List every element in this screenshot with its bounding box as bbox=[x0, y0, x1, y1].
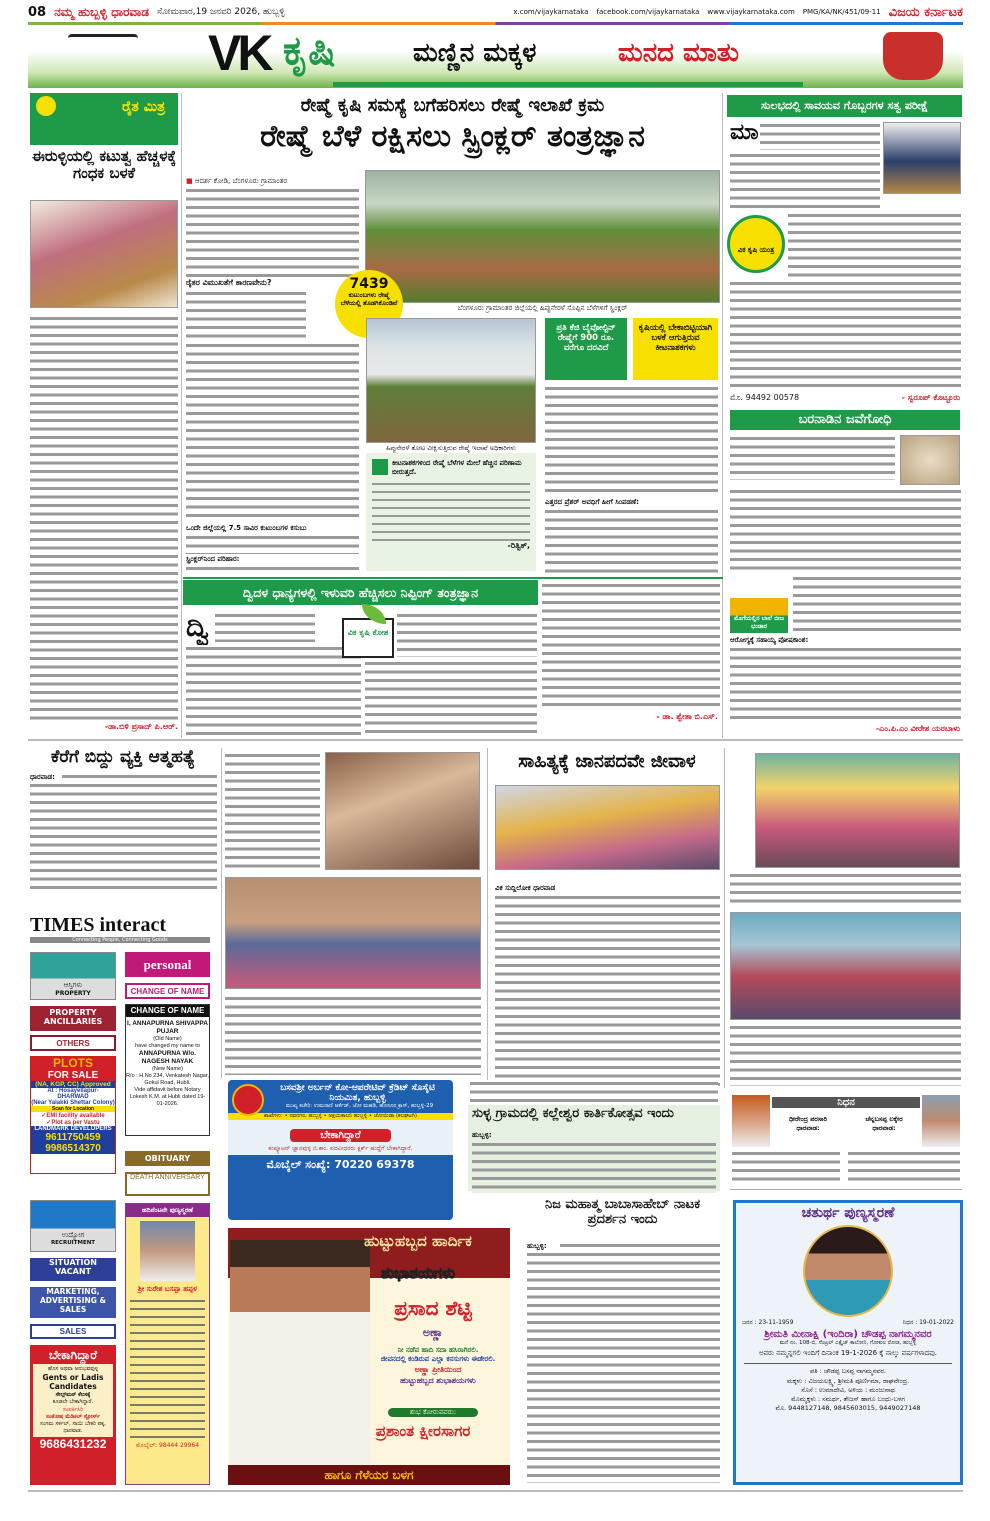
plots-ad bbox=[30, 1056, 116, 1174]
memorial-portrait bbox=[140, 1221, 195, 1281]
vk-logo: VK bbox=[208, 26, 270, 81]
banner-tagline-red: ಮನದ ಮಾತು bbox=[618, 38, 739, 68]
punya-family: ಮಕ್ಕಳು : ವಿಜಯಲಕ್ಷ್ಮಿ, ಶ್ರೀಮತಿ ಪೂರ್ಣಿಮಾ, ರಾಘವೇಂದ್ರ. bbox=[786, 1376, 910, 1385]
nipping-body-col1 bbox=[215, 612, 315, 642]
dateline-2: ವಿಕ ಸುದ್ದಿಲೋಕ ಧಾರವಾಡ bbox=[495, 884, 556, 892]
notice-line: have changed my name to bbox=[135, 1043, 200, 1050]
plots-approved: (NA, KGP, CC) Approved bbox=[31, 1081, 115, 1088]
wheat-grain-photo bbox=[900, 435, 960, 485]
punya-death: ನಿಧನ : 19-01-2022 bbox=[902, 1319, 954, 1326]
notice-new-name: ANNAPURNA W/o. NAGESH NAYAK bbox=[138, 1050, 197, 1066]
brand-text: TIMES interact bbox=[30, 914, 167, 936]
sprinkler-field-photo bbox=[365, 170, 720, 303]
memorial-header: ಹದಿನೆಂಟನೇ ಪುಣ್ಯಸ್ಮರಣೆ bbox=[126, 1204, 209, 1217]
x-link[interactable]: x.com/vijaykarnataka bbox=[513, 8, 589, 16]
memorial-body bbox=[130, 1298, 205, 1438]
punya-birth: ಜನನ : 23-11-1959 bbox=[742, 1319, 794, 1326]
obit-body-1 bbox=[732, 1150, 840, 1185]
paper-logo: ವಿಜಯ ಕರ್ನಾಟಕ bbox=[888, 4, 963, 20]
nipping-author: - ಡಾ. ಶ್ವೇತಾ ಬಿ.ಎಸ್. bbox=[656, 712, 718, 721]
school-event-photo bbox=[730, 912, 961, 1020]
lake-death-headline: ಕೆರೆಗೆ ಬಿದ್ದು ವ್ಯಕ್ತಿ ಆತ್ಮಹತ್ಯೆ bbox=[50, 747, 195, 767]
plots-vastu: ✓Plot as per Vastu bbox=[46, 1120, 100, 1126]
nipping-headline: ದ್ವಿದಳ ಧಾನ್ಯಗಳಲ್ಲಿ ಇಳುವರಿ ಹೆಚ್ಚಿಸಲು ನಿಪ್ಪಿಂಗ್ ತಂತ್ರಜ್ಞಾನ bbox=[183, 580, 538, 605]
folk-body-continued bbox=[470, 1080, 718, 1104]
main-body-col3 bbox=[545, 385, 718, 497]
sales-category[interactable]: SALES bbox=[30, 1324, 116, 1339]
main-body-col1c bbox=[186, 342, 359, 522]
info-box-body bbox=[372, 481, 530, 541]
wanted-candidates: Gents or Ladis Candidates bbox=[42, 1372, 104, 1392]
kartikotsava-body bbox=[472, 1141, 716, 1193]
banner-tagline: ಮಣ್ಣಿನ ಮಕ್ಕಳ bbox=[413, 38, 537, 68]
dateline-3: ಹುಬ್ಬಳ್ಳಿ: bbox=[472, 1130, 492, 1139]
notice-line: (Old Name) bbox=[153, 1036, 182, 1043]
column-divider bbox=[181, 93, 182, 738]
lake-death-body-b bbox=[30, 782, 217, 890]
plots-subtitle: FOR SALE bbox=[31, 1070, 115, 1081]
bank-phone: ಮೊಬೈಲ್ ಸಂಖ್ಯೆ: 70220 69378 bbox=[266, 1158, 415, 1171]
photo1-caption: ಬೆಂಗಳೂರು ಗ್ರಾಮಾಂತರ ಜಿಲ್ಲೆಯಲ್ಲಿ ಹಿಪ್ಪುನೇರಳೆ ಸೊಪ್ಪಿನ ಬೆಳೆಗಳಿಗೆ ಸ್ಪ್ರಿಂಕ್ಲರ್ bbox=[457, 304, 628, 312]
plots-phone-1: 9611750459 bbox=[31, 1132, 115, 1143]
info-box-icon bbox=[372, 459, 388, 475]
folk-body bbox=[495, 894, 720, 1086]
wanted-shop: ಸಂತೋಷ ಮೆಡಿಕಲ್ ಸ್ಟೋರ್ಸ್ bbox=[45, 1413, 101, 1420]
bday-line: ನೀ ನಡೆವ ಹಾದಿ ಸದಾ ಹಸಿರಾಗಿರಲಿ. bbox=[397, 1346, 479, 1354]
property-ancillaries-category[interactable]: PROPERTY ANCILLARIES bbox=[30, 1006, 116, 1031]
punya-family: ಸೊಸೆ : ಉಮಾದೇವಿ, ಅಳಿಯ : ಮಂಜುನಾಥ bbox=[801, 1385, 895, 1394]
main-headline: ರೇಷ್ಮೆ ಬೆಳೆ ರಕ್ಷಿಸಲು ಸ್ಪ್ರಿಂಕ್ಲರ್ ತಂತ್ರಜ್ಞಾನ bbox=[260, 119, 645, 154]
drone-icon bbox=[68, 34, 138, 64]
bank-body: ಕಂಪ್ಯೂಟರ್ ಜ್ಞಾನವುಳ್ಳ ಬಿ.ಕಾಂ. ಪದವೀಧರರು ಕ್ಲರ್ಕ್ ಹುದ್ದೆಗೆ ಬೇಕಾಗಿದ್ದಾರೆ. bbox=[268, 1145, 413, 1152]
krishi-kosha-logo: ವಿಕ ಕೃಷಿ ಕೋಶ bbox=[342, 618, 394, 658]
left-author: -ಡಾ.ಬಿಳಿ ಪ್ರಸಾದ್ ಪಿ.ಆರ್. bbox=[104, 722, 178, 731]
memorial-phone: ಮೊಬೈಲ್: 98444 29964 bbox=[135, 1442, 200, 1449]
bday-line: ಹುಟ್ಟುಹಬ್ಬದ ಶುಭಾಶಯಗಳು bbox=[400, 1375, 476, 1385]
right-body-1c bbox=[788, 212, 961, 277]
drop-cap: ಮಾ bbox=[730, 120, 759, 145]
right-body-1 bbox=[760, 122, 880, 150]
name-change-notice bbox=[125, 1004, 210, 1136]
info-box-author: -ರಿತ್ವಿಕ್, bbox=[507, 541, 530, 550]
bank-emblem-icon bbox=[232, 1084, 264, 1116]
property-category[interactable] bbox=[30, 952, 116, 1000]
plots-near: (Near Yalakki Shettar Colony) bbox=[31, 1100, 115, 1106]
seed-bank-logo: ಮೊಗೆಯಲ್ಲಿನ ಬಾಲೆ ಬೀಜ ಭಂಡಾರ bbox=[730, 575, 788, 633]
kartikotsava-headline: ಸುಳ್ಳ ಗ್ರಾಮದಲ್ಲಿ ಕಲ್ಲೇಶ್ವರ ಕಾರ್ತಿಕೋತ್ಸವ ಇಂದು bbox=[472, 1106, 674, 1121]
wanted-header: ಬೇಕಾಗಿದ್ದಾರೆ bbox=[48, 1348, 98, 1362]
right-header-2: ಬರನಾಡಿನ ಜವೆಗೋಧಿ bbox=[730, 410, 960, 430]
drop-cap-dvi: ದ್ವಿ bbox=[186, 610, 210, 643]
wanted-line: ಕೂಡಲೇ ಬೇಕಾಗಿದ್ದಾರೆ. bbox=[52, 1399, 94, 1406]
main-subhead-3: ಸ್ಪ್ರಿಂಕ್ಲರ್‌ನಿಂದ ಪರಿಹಾರ: bbox=[186, 555, 240, 563]
wanted-phone: 9686431232 bbox=[39, 1437, 107, 1452]
portrait-photo bbox=[803, 1225, 893, 1317]
plots-emi: ✓EMI facility available bbox=[41, 1113, 105, 1119]
section-rule bbox=[28, 739, 963, 741]
plots-location: At : Hosayellapur- DHARWAD bbox=[47, 1088, 99, 1100]
info-box-text: ಕೀಟನಾಶಕಗಳಿಂದ ರೇಷ್ಮೆ ಬೆಳೆಗಳ ಮೇಲೆ ಹೆಚ್ಚಿನ ಪರಿಣಾಮ ಬೀರುತ್ತದೆ. bbox=[392, 459, 522, 476]
bank-address: ಮುಖ್ಯ ಕಚೇರಿ: ಉಮರಾಣಿ ಆರ್ಕೆಡ್, ಜೋ ಮಹಡಿ, ಹೊಸೂರ ಕ್ರಾಸ್, ಹುಬ್ಬಳ್ಳಿ-29 bbox=[285, 1103, 434, 1109]
punya-family: ಮೊಮ್ಮಕ್ಕಳು : ಸಮರ್ಥ, ತೇಜಸ್ ಹಾಗೂ ಬಂಧು-ಬಳಗ bbox=[791, 1394, 905, 1403]
main-body-col1d bbox=[186, 534, 359, 554]
facebook-link[interactable]: facebook.com/vijaykarnataka bbox=[596, 8, 700, 16]
right-header-1: ಸುಲಭದಲ್ಲಿ ಸಾವಯವ ಗೊಬ್ಬರಗಳ ಸತ್ವ ಪರೀಕ್ಷೆ bbox=[727, 95, 962, 117]
main-body-col1 bbox=[186, 187, 359, 277]
recruitment-kn: ಉದ್ಯೋಗ bbox=[61, 1231, 85, 1239]
obituary-header: ನಿಧನ bbox=[772, 1097, 920, 1108]
main-subhead: ರೈತರ ವಿಮುಖತೆಗೆ ಕಾರಣವೇನು? bbox=[186, 278, 272, 287]
column-divider bbox=[221, 748, 222, 1078]
info-box bbox=[366, 453, 536, 571]
right-phone: ಮೊ. 94492 00578 bbox=[730, 393, 800, 402]
krishi-logo: ಕೃಷಿ bbox=[283, 28, 336, 74]
play-headline: ನಿಜ ಮಹಾತ್ಮ ಬಾಬಾಸಾಹೇಬ್ ನಾಟಕ ಪ್ರದರ್ಶನ ಇಂದು bbox=[544, 1197, 701, 1227]
bday-title: ಹುಟ್ಟುಹಬ್ಬದ ಹಾರ್ದಿಕ bbox=[364, 1232, 472, 1250]
right-author-1: - ಸ್ವರೂಪ್ ಕೊಟ್ಟೂರು bbox=[901, 393, 960, 402]
nipping-body-col2 bbox=[397, 612, 537, 657]
meeting-photo bbox=[325, 752, 480, 870]
marketing-category[interactable]: MARKETING, ADVERTISING & SALES bbox=[30, 1287, 116, 1318]
officials-field-photo bbox=[366, 318, 536, 443]
bday-name: ಪ್ರಸಾದ ಶೆಟ್ಟಿ bbox=[394, 1296, 472, 1320]
plots-scan: Scan for Location bbox=[31, 1106, 115, 1112]
page-bottom-rule bbox=[28, 1490, 963, 1492]
recruitment-label: RECRUITMENT bbox=[50, 1240, 96, 1246]
masthead bbox=[28, 2, 963, 22]
notice-old-name: I, ANNAPURNA SHIVAPPA PUJAR bbox=[127, 1020, 208, 1036]
color-rule bbox=[28, 22, 963, 25]
left-headline: ಈರುಳ್ಳಿಯಲ್ಲಿ ಕಟುತ್ವ ಹೆಚ್ಚಳಕ್ಕೆ ಗಂಧಕ ಬಳಕೆ bbox=[31, 147, 177, 183]
death-anniversary-category[interactable]: DEATH ANNIVERSARY bbox=[125, 1172, 210, 1196]
kartikotsava-box bbox=[468, 1105, 720, 1191]
nipping-body-col3 bbox=[542, 582, 720, 710]
main-byline: ■ ಆದರ್ಶ ಕೋಡಿ, ಬೆಂಗಳೂರು ಗ್ರಾಮಾಂತರ bbox=[186, 177, 288, 185]
punya-address: ಮನೆ ನಂ. 108-ಬಿ, ಸೆಂಟ್ರಲ್ ಎಕ್ಸೈಜ್ ಕಾಲೋನಿ, ಗೋಕುಲ ರೋಡ, ಹುಬ್ಬಳ್ಳಿ bbox=[779, 1340, 917, 1346]
punya-title: ಚತುರ್ಥ ಪುಣ್ಯಸ್ಮರಣೆ bbox=[801, 1205, 895, 1221]
death-anniversary-ad bbox=[733, 1200, 963, 1485]
nipping-body-col2b bbox=[365, 660, 537, 735]
obit-name-2: ಚೆನ್ನಬಸಪ್ಪ ಲಕ್ಕೇರ bbox=[865, 1115, 903, 1123]
right-author-2: -ಎಂ.ಪಿ.ಎಂ ವೀರೇಶ ಯರಬಾಳು bbox=[875, 724, 960, 733]
bday-line: ಜೀವನದಲ್ಲಿ ಕಂಡಿರುವ ಎಲ್ಲಾ ಕನಸುಗಳು ಈಡೇರಲಿ. bbox=[380, 1355, 496, 1364]
website-link[interactable]: www.vijaykarnataka.com bbox=[707, 8, 795, 16]
obit-place-1: ಧಾರವಾಡ: bbox=[796, 1124, 820, 1132]
bank-name: ಬಸವಶ್ರೀ ಅರ್ಬನ್ ಕೋ-ಆಪರೇಟಿವ್ ಕ್ರೆಡಿಟ್ ಸೊಸೈಟಿ ನಿಯಮಿತ, ಹುಬ್ಬಳ್ಳಿ bbox=[280, 1083, 435, 1103]
memorial-ad bbox=[125, 1203, 210, 1485]
wanted-line: ಸಂಪರ್ಕಿಸಿರಿ bbox=[62, 1406, 84, 1413]
dateline-1: ಧಾರವಾಡ: bbox=[30, 773, 55, 781]
raitha-mitra-logo: ರೈತ ಮಿತ್ರ bbox=[30, 93, 178, 145]
tractor-icon bbox=[883, 32, 943, 80]
page-number: 08 bbox=[28, 4, 47, 20]
birthday-ad bbox=[228, 1228, 510, 1485]
main-body-col1b bbox=[186, 290, 306, 340]
memorial-name: ಶ್ರೀ ಸುರೇಶ ಬಸಪ್ಪಾ ಹಪ್ಪಳ bbox=[138, 1285, 197, 1293]
krishi-yantra-logo: ವಿಕ ಕೃಷಿ ಯಂತ್ರ bbox=[727, 215, 785, 273]
banner-green-bar bbox=[333, 82, 803, 87]
notice-line: (New Name) bbox=[152, 1066, 183, 1073]
change-of-name-category[interactable]: CHANGE OF NAME bbox=[125, 983, 210, 999]
farmer-ox-icon bbox=[36, 96, 56, 116]
bank-branches: ಶಾಖೆಗಳು: • ನವನಗರ, ಹುಬ್ಬಳ್ಳಿ • ಅಕ್ಷಯಕಾಲನಿ ಹುಬ್ಬಳ್ಳಿ • ಜೋಯಿಡಾ (ಕಲಘಟಗಿ) bbox=[228, 1113, 453, 1120]
personal-category[interactable]: personal bbox=[125, 952, 210, 977]
obit-place-2: ಧಾರವಾಡ: bbox=[872, 1124, 896, 1132]
award-ceremony-photo bbox=[225, 877, 481, 989]
date: ಸೋಮವಾರ,19 ಜನವರಿ 2026, ಹುಬ್ಬಳ್ಳಿ bbox=[157, 7, 285, 17]
play-body-b bbox=[527, 1251, 720, 1483]
right-body-2 bbox=[730, 435, 895, 480]
onion-photo bbox=[30, 200, 178, 308]
punya-name: ಶ್ರೀಮತಿ ಮೀನಾಕ್ಷಿ (ಇಂದಿರಾ) ಚೌಡಪ್ಪ ನಾಗಮ್ಮನವರ bbox=[764, 1329, 932, 1340]
plots-developer: LANDMARK DEVELOPERS bbox=[31, 1126, 115, 1132]
obit-body-2 bbox=[848, 1150, 960, 1185]
property-label: PROPERTY bbox=[55, 990, 91, 997]
main-kicker: ರೇಷ್ಮೆ ಕೃಷಿ ಸಮಸ್ಯೆ ಬಗೆಹರಿಸಲು ರೇಷ್ಮೆ ಇಲಾಖೆ ಕ್ರಮ bbox=[300, 95, 605, 116]
sankranti-photo bbox=[755, 753, 960, 868]
price-box: ಪ್ರತಿ ಕೆಜಿ ಬೈವೋಲ್ಟಿನ್ ರೇಷ್ಮೆಗೆ 900 ರೂ. ವರೆಗೂ ದರವಿದೆ bbox=[545, 318, 627, 380]
bday-friends: ಹಾಗೂ ಗೆಳೆಯರ ಬಳಗ bbox=[228, 1465, 510, 1485]
punya-phone: ಮೊ. 9448127148, 9845603015, 9449027148 bbox=[775, 1403, 921, 1412]
pesticide-box: ಕೃಷಿಯಲ್ಲಿ ಬೇಕಾಬಿಟ್ಟಿಯಾಗಿ ಬಳಕೆ ಆಗುತ್ತಿರುವ ಕೀಟನಾಶಕಗಳು bbox=[633, 318, 718, 380]
right-subhead: ಆರೋಗ್ಯಕ್ಕೆ ಸಹಾಯ್ಯ ಪೋಷಕಾಂಶ: bbox=[730, 636, 809, 644]
bday-anna: ಅಣ್ಣಾ bbox=[422, 1326, 444, 1339]
sankranti-body bbox=[730, 872, 961, 907]
meeting-body bbox=[225, 752, 320, 872]
bday-from: ಪ್ರಶಾಂತ ಕ್ಷೀರಸಾಗರ bbox=[375, 1422, 471, 1440]
plots-title: PLOTS bbox=[31, 1057, 115, 1070]
wanted-line: ಸೇಲ್ಸ್‌ಮನ್ ಕೆಲಸಕ್ಕೆ bbox=[55, 1392, 91, 1399]
times-interact-logo bbox=[30, 914, 210, 946]
right-body-2c bbox=[793, 575, 961, 633]
others-category[interactable]: OTHERS bbox=[30, 1035, 116, 1051]
recruitment-category[interactable] bbox=[30, 1200, 116, 1252]
bday-subtitle: ಶುಭಾಶಯಗಳು bbox=[381, 1264, 455, 1282]
obituary-category[interactable]: OBITUARY bbox=[125, 1151, 210, 1166]
main-subhead-4: ಎತ್ತರದ ಪ್ರೆಶರ್ ಅವಧಿಗೆ ಹೀಗೆ ಸಿಂಪಡಣೆ: bbox=[545, 498, 639, 506]
obituary-box bbox=[730, 1095, 962, 1190]
main-body-col3b bbox=[545, 508, 718, 574]
bday-wishers: ಶುಭ ಕೋರುವವರು: bbox=[388, 1408, 478, 1417]
right-body-1d bbox=[730, 280, 961, 390]
right-body-2b bbox=[730, 488, 961, 570]
right-body-1b bbox=[730, 152, 880, 212]
column-divider bbox=[722, 93, 723, 738]
bank-recruitment-ad bbox=[228, 1080, 453, 1220]
award-body bbox=[225, 995, 481, 1075]
photo2-caption: ಹಿಪ್ಪುನೇರಳೆ ತೋಟ ವೀಕ್ಷಿಸುತ್ತಿರುವ ರೇಷ್ಮೆ ಇಲಾಖೆ ಅಧಿಕಾರಿಗಳು bbox=[386, 444, 516, 452]
main-subhead-2: ಒಂದೇ ಜಿಲ್ಲೆಯಲ್ಲಿ 7.5 ಸಾವಿರ ಕುಟುಂಬಗಳ ಕಸುಬು bbox=[186, 524, 307, 532]
nipping-body-col1b bbox=[186, 645, 361, 735]
compost-cups-photo bbox=[883, 122, 961, 194]
bday-line: ಅಣ್ಣಾ ಪ್ರೀತಿಯಿಂದ bbox=[414, 1364, 462, 1374]
plots-phone-2: 9986514370 bbox=[31, 1143, 115, 1154]
property-kn: ಆಸ್ತಿಗಳು bbox=[63, 981, 83, 989]
wanted-address: ಸಂಗಮ ಸರ್ಕಲ್, ಸಾಯಿ ಬೇಕರಿ ಪಕ್ಕ, ಧಾರವಾಡ. bbox=[40, 1420, 106, 1434]
left-article-body bbox=[30, 315, 178, 720]
byline-text: ಆದರ್ಶ ಕೋಡಿ, ಬೆಂಗಳೂರು ಗ್ರಾಮಾಂತರ bbox=[194, 177, 288, 185]
obit-photo-1 bbox=[732, 1095, 770, 1147]
dateline-4: ಹುಬ್ಬಳ್ಳಿ: bbox=[527, 1242, 547, 1250]
krishi-banner bbox=[28, 26, 963, 88]
reg-number: PMG/KA/NK/451/09-11 bbox=[802, 8, 881, 16]
edition-name: ನಮ್ಮ ಹುಬ್ಬಳ್ಳಿ ಧಾರವಾಡ bbox=[54, 4, 150, 19]
situation-vacant-category[interactable]: SITUATION VACANT bbox=[30, 1258, 116, 1281]
column-divider bbox=[487, 748, 488, 1088]
section-rule bbox=[183, 577, 723, 579]
punya-body: ಅವರು ನಮ್ಮನ್ನಗಲಿ ಇಂದಿಗೆ ದಿನಾಂಕ 19-1-2026 ಕ್ಕೆ ನಾಲ್ಕು ವರ್ಷಗಳಾದವು. bbox=[758, 1349, 938, 1357]
right-body-2d bbox=[730, 646, 961, 722]
stat-number: 7439 bbox=[349, 276, 389, 292]
notice-header: CHANGE OF NAME bbox=[126, 1005, 209, 1017]
main-body-col1e bbox=[186, 565, 359, 575]
punya-family: ಪತಿ : ಚೌಡಪ್ಪ ಬಸಪ್ಪ ನಾಗಮ್ಮನವರ. bbox=[809, 1367, 887, 1376]
school-event-body bbox=[730, 1024, 961, 1086]
folk-event-photo bbox=[495, 785, 720, 870]
folk-literature-headline: ಸಾಹಿತ್ಯಕ್ಕೆ ಜಾನಪದವೇ ಜೀವಾಳ bbox=[518, 751, 696, 772]
column-divider bbox=[724, 748, 725, 1088]
brand-tagline: Connecting People, Connecting Goods bbox=[30, 937, 210, 943]
wanted-ad bbox=[30, 1345, 116, 1485]
notice-address: R/o : H.No 234, Venkatesh Nagar, Gokul Road, Hubli. bbox=[126, 1073, 209, 1086]
bank-wanted: ಬೇಕಾಗಿದ್ದಾರೆ bbox=[290, 1129, 390, 1142]
play-body bbox=[560, 1242, 720, 1250]
wanted-line: ಹೊಸ ಅಥವಾ ಅನುಭವವುಳ್ಳ bbox=[47, 1365, 99, 1372]
obit-photo-2 bbox=[922, 1095, 960, 1147]
stat-text: ಕುಟುಂಬಗಳು ರೇಷ್ಮೆ ಬೆಳೆಯಲ್ಲಿ ತೊಡಗಿಕೊಂಡಿವೆ bbox=[340, 291, 398, 307]
obit-name-1: ಧೀರೇಂದ್ರ ಪರಸಾರಿ bbox=[788, 1115, 828, 1123]
lake-death-body bbox=[62, 773, 217, 781]
notice-affidavit: Vide affidavit before Notary Lokesh K.M. at Hubli dated 19-01-2026. bbox=[129, 1086, 206, 1107]
